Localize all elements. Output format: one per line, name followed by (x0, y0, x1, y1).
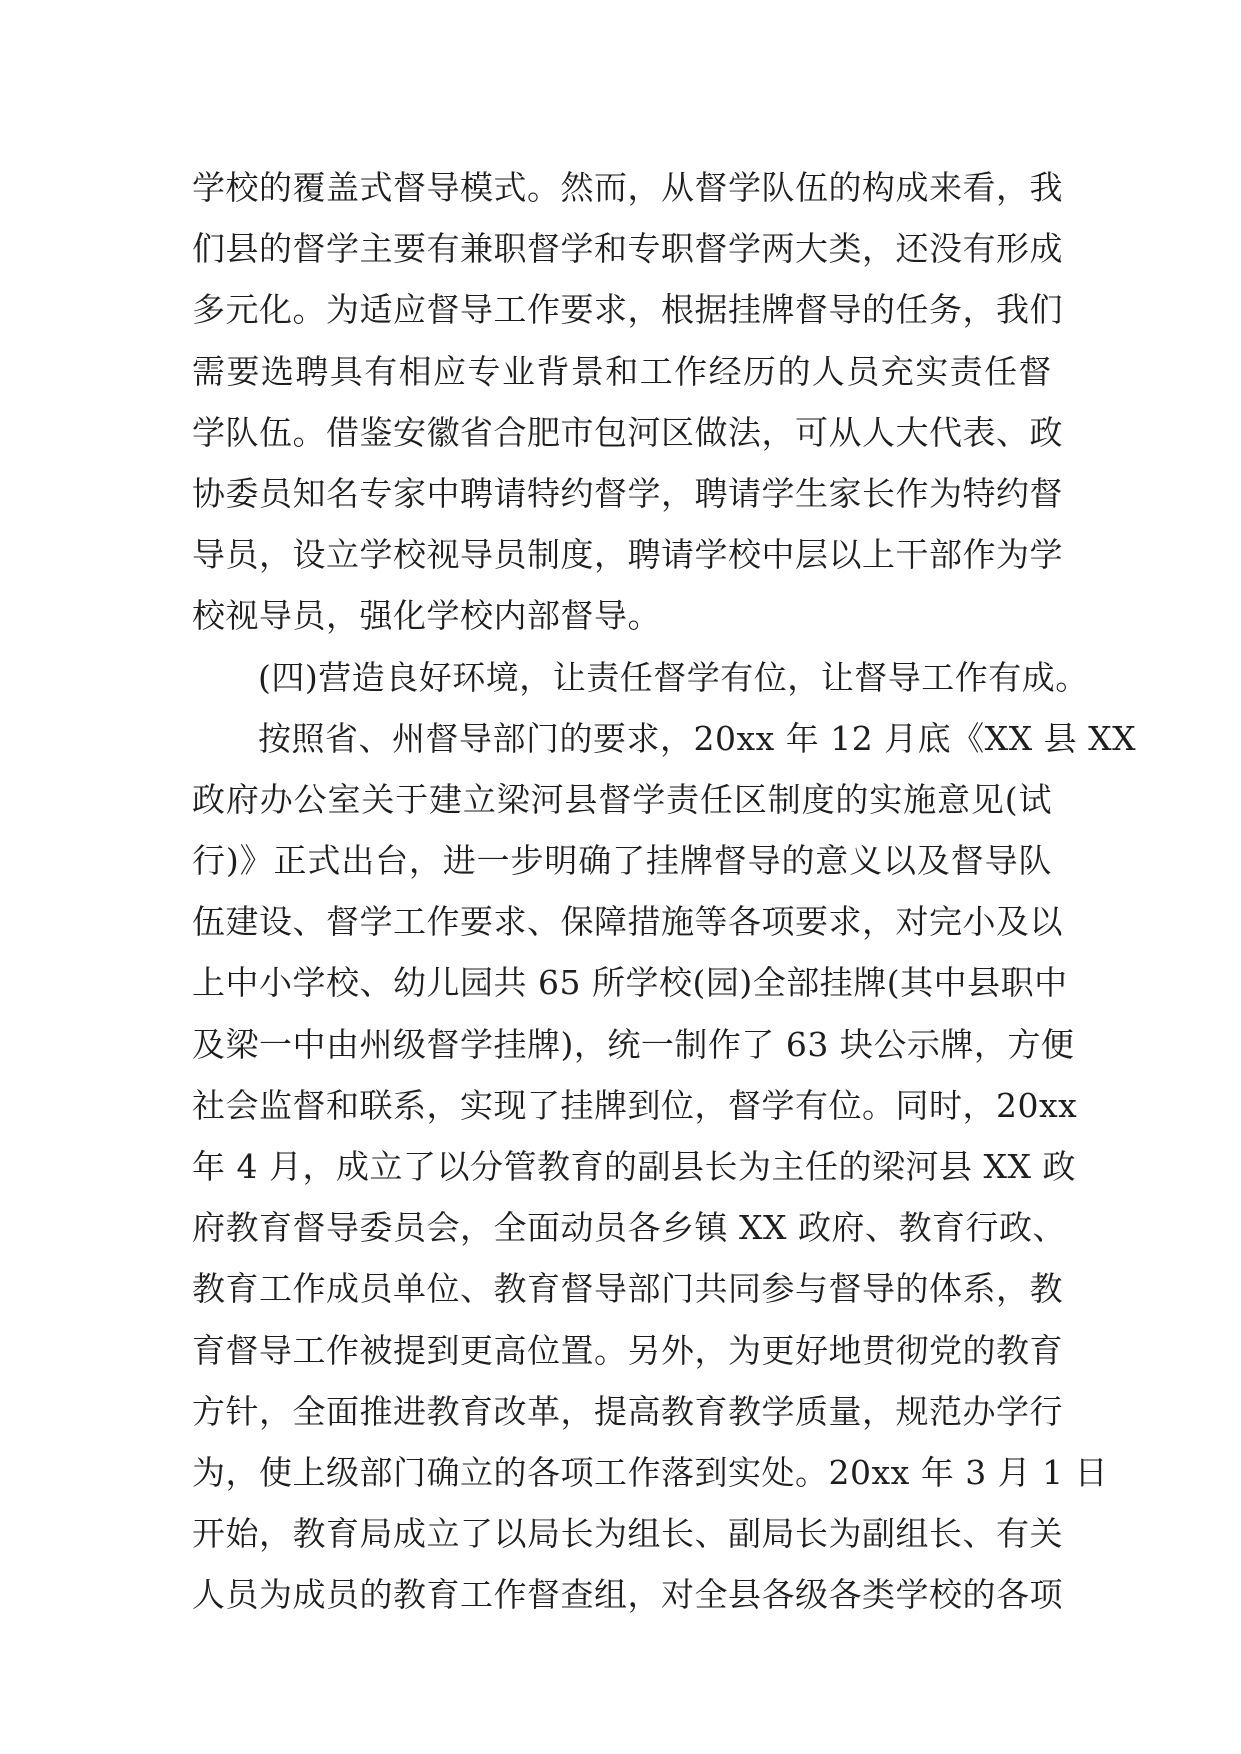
text-line: 需要选聘具有相应专业背景和工作经历的人员充实责任督 (192, 351, 1052, 391)
text-line: 人员为成员的教育工作督查组，对全县各级各类学校的各项 (192, 1575, 1063, 1615)
text-line: 社会监督和联系，实现了挂牌到位，督学有位。同时，20xx (192, 1085, 1078, 1125)
text-line: 上中小学校、幼儿园共 65 所学校(园)全部挂牌(其中县职中 (192, 963, 1068, 1003)
text-line: 多元化。为适应督导工作要求，根据挂牌督导的任务，我们 (192, 290, 1063, 330)
text-line: 学校的覆盖式督导模式。然而，从督学队伍的构成来看，我 (192, 168, 1063, 207)
text-line: 教育工作成员单位、教育督导部门共同参与督导的体系，教 (192, 1269, 1063, 1309)
text-line: 府教育督导委员会，全面动员各乡镇 XX 政府、教育行政、 (192, 1208, 1066, 1248)
text-line: 伍建设、督学工作要求、保障措施等各项要求，对完小及以 (192, 902, 1063, 942)
text-line: 导员，设立学校视导员制度，聘请学校中层以上干部作为学 (192, 535, 1063, 575)
text-line: 行)》正式出台，进一步明确了挂牌督导的意义以及督导队 (192, 841, 1052, 881)
text-line: 年 4 月，成立了以分管教育的副县长为主任的梁河县 XX 政 (192, 1147, 1076, 1186)
section-heading: (四)营造良好环境，让责任督学有位，让督导工作有成。 (258, 657, 1089, 697)
text-line: 及梁一中由州级督学挂牌)，统一制作了 63 块公示牌，方便 (192, 1024, 1075, 1064)
text-line: 为，使上级部门确立的各项工作落到实处。20xx 年 3 月 1 日 (192, 1452, 1109, 1492)
text-line: 政府办公室关于建立梁河县督学责任区制度的实施意见(试 (192, 779, 1052, 819)
text-line: 按照省、州督导部门的要求，20xx 年 12 月底《XX 县 XX (258, 718, 1137, 758)
text-line: 协委员知名专家中聘请特约督学，聘请学生家长作为特约督 (192, 473, 1063, 513)
text-line: 学队伍。借鉴安徽省合肥市包河区做法，可从人大代表、政 (192, 412, 1063, 452)
text-line: 方针，全面推进教育改革，提高教育教学质量，规范办学行 (192, 1391, 1063, 1431)
text-line: 开始，教育局成立了以局长为组长、副局长为副组长、有关 (192, 1514, 1063, 1554)
body-text (192, 157, 1137, 1626)
text-line: 育督导工作被提到更高位置。另外，为更好地贯彻党的教育 (192, 1330, 1063, 1370)
text-line: 校视导员，强化学校内部督导。 (192, 596, 661, 636)
text-line: 们县的督学主要有兼职督学和专职督学两大类，还没有形成 (192, 229, 1063, 269)
